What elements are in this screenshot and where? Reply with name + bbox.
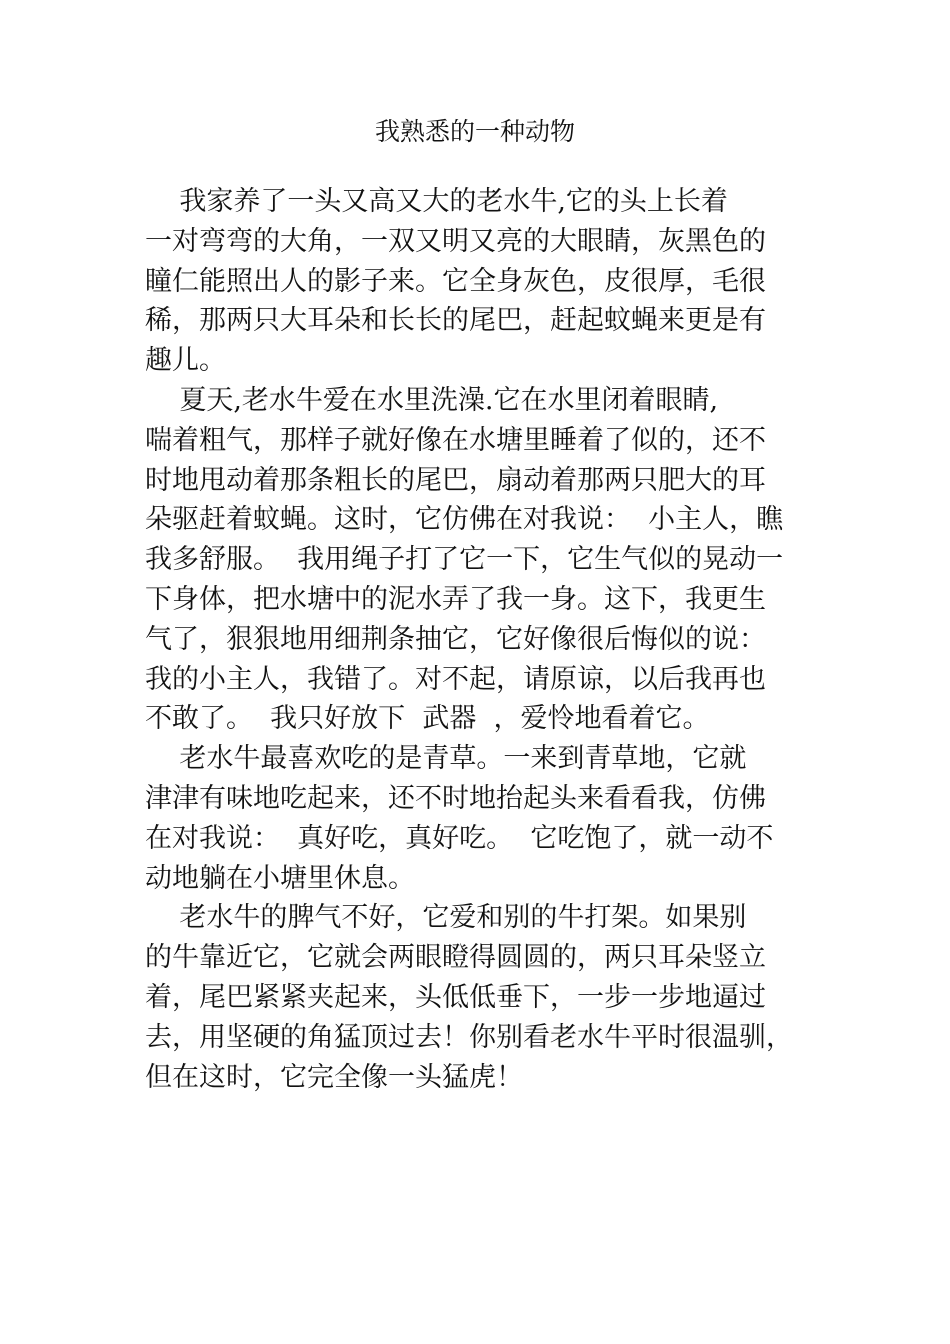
document-body: [145, 182, 825, 1097]
text-line: 下身体，把水塘中的泥水弄了我一身。这下，我更生: [145, 583, 766, 615]
text-line: 时地甩动着那条粗长的尾巴，扇动着那两只肥大的耳: [145, 464, 766, 496]
paragraph-2: [145, 381, 825, 739]
text-line: 但在这时，它完全像一头猛虎！: [145, 1061, 523, 1093]
text-line: 的牛靠近它，它就会两眼瞪得圆圆的，两只耳朵竖立: [145, 942, 766, 974]
text-line: 我的小主人，我错了。对不起，请原谅，以后我再也: [145, 663, 766, 695]
text-line: 不敢了。 我只好放下 武器 ，爱怜地看着它。: [145, 703, 710, 735]
text-line: 老水牛的脾气不好，它爱和别的牛打架。如果别: [145, 902, 747, 934]
document-title: 我熟悉的一种动物: [374, 117, 575, 146]
text-line: 老水牛最喜欢吃的是青草。一来到青草地，它就: [145, 743, 747, 775]
paragraph-3: [145, 739, 825, 898]
text-line: 趣儿。: [145, 345, 226, 377]
text-line: 我家养了一头又高又大的老水牛,它的头上长着: [145, 186, 728, 217]
text-line: 动地躺在小塘里休息。: [145, 862, 415, 894]
text-line: 在对我说： 真好吃，真好吃。 它吃饱了，就一动不: [145, 822, 774, 854]
text-line: 一对弯弯的大角，一双又明又亮的大眼睛，灰黑色的: [145, 225, 766, 257]
paragraph-1: [145, 182, 825, 381]
text-line: 朵驱赶着蚊蝇。这时，它仿佛在对我说： 小主人，瞧: [145, 504, 784, 536]
text-line: 瞳仁能照出人的影子来。它全身灰色，皮很厚，毛很: [145, 265, 766, 297]
text-line: 夏天,老水牛爱在水里洗澡.它在水里闭着眼睛,: [145, 384, 719, 416]
text-line: 我多舒服。 我用绳子打了它一下，它生气似的晃动一: [145, 544, 784, 576]
text-line: 着，尾巴紧紧夹起来，头低低垂下，一步一步地逼过: [145, 981, 766, 1013]
text-line: 气了，狠狠地用细荆条抽它，它好像很后悔似的说：: [145, 623, 766, 655]
text-line: 津津有味地吃起来，还不时地抬起头来看看我，仿佛: [145, 782, 766, 814]
text-line: 去，用坚硬的角猛顶过去！你别看老水牛平时很温驯，: [145, 1021, 793, 1053]
text-line: 稀，那两只大耳朵和长长的尾巴，赶起蚊蝇来更是有: [145, 305, 766, 337]
paragraph-4: [145, 898, 825, 1097]
text-line: 喘着粗气，那样子就好像在水塘里睡着了似的，还不: [145, 424, 766, 456]
